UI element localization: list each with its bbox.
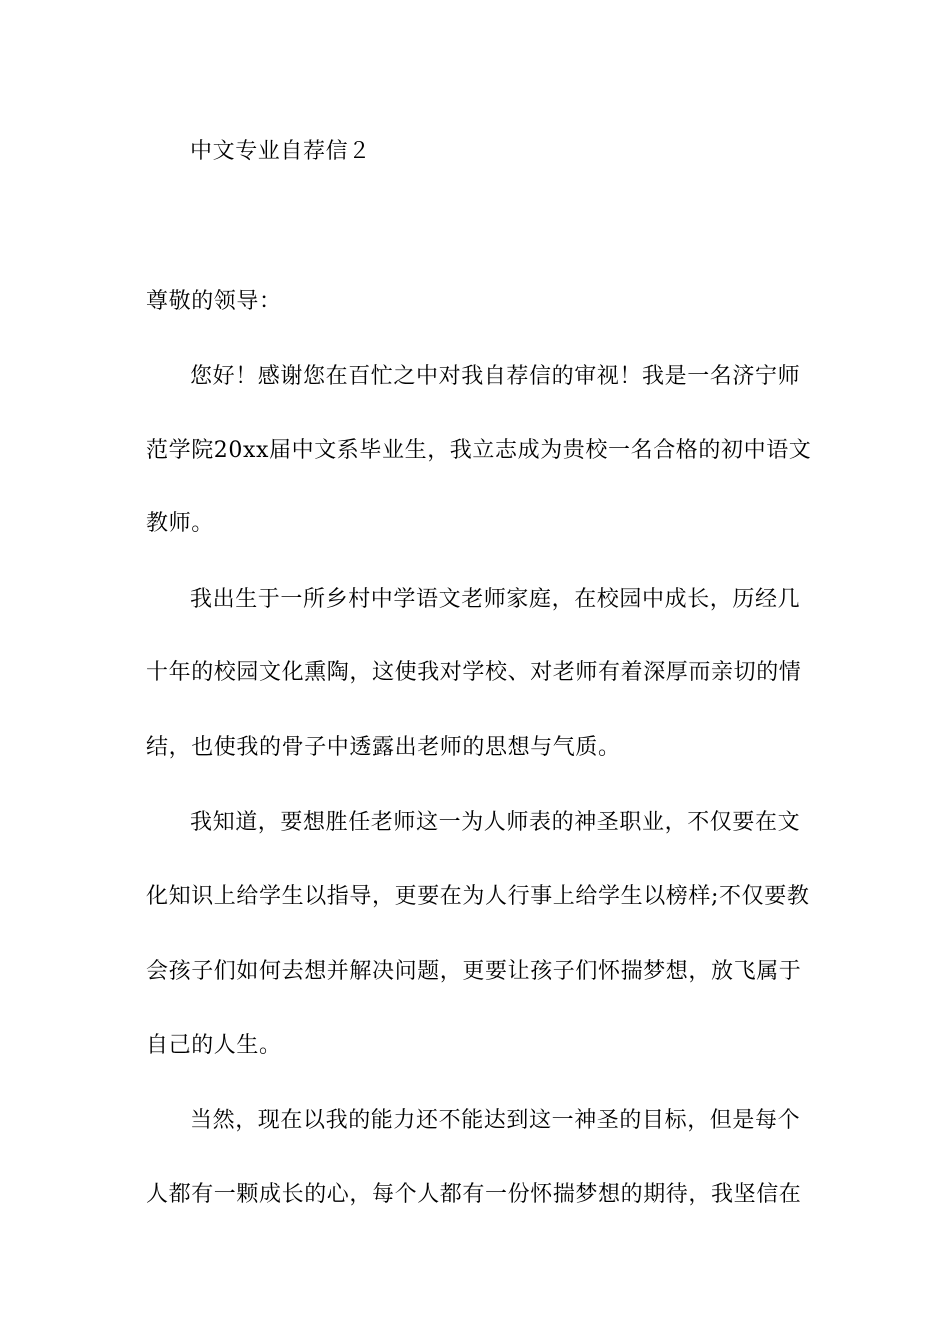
paragraph-line: 自己的人生。 xyxy=(146,1033,282,1058)
document-title: 中文专业自荐信２ xyxy=(190,139,371,164)
paragraph-line: 会孩子们如何去想并解决问题，更要让孩子们怀揣梦想，放飞属于 xyxy=(146,959,802,984)
paragraph-line: 结，也使我的骨子中透露出老师的思想与气质。 xyxy=(146,735,621,760)
paragraph-line: 当然，现在以我的能力还不能达到这一神圣的目标，但是每个 xyxy=(190,1108,801,1133)
paragraph-line: 我出生于一所乡村中学语文老师家庭，在校园中成长，历经几 xyxy=(190,587,801,612)
salutation: 尊敬的领导： xyxy=(146,289,282,314)
paragraph-line: 十年的校园文化熏陶，这使我对学校、对老师有着深厚而亲切的情 xyxy=(146,660,802,685)
paragraph-line: 您好！感谢您在百忙之中对我自荐信的审视！我是一名济宁师 xyxy=(190,364,801,389)
paragraph-line: 我知道，要想胜任老师这一为人师表的神圣职业，不仅要在文 xyxy=(190,810,801,835)
paragraph-line: 教师。 xyxy=(146,511,214,536)
paragraph-line: 人都有一颗成长的心，每个人都有一份怀揣梦想的期待，我坚信在 xyxy=(146,1182,802,1207)
paragraph-line: 范学院20xx届中文系毕业生，我立志成为贵校一名合格的初中语文 xyxy=(146,438,812,463)
paragraph-line: 化知识上给学生以指导，更要在为人行事上给学生以榜样;不仅要教 xyxy=(146,884,810,909)
